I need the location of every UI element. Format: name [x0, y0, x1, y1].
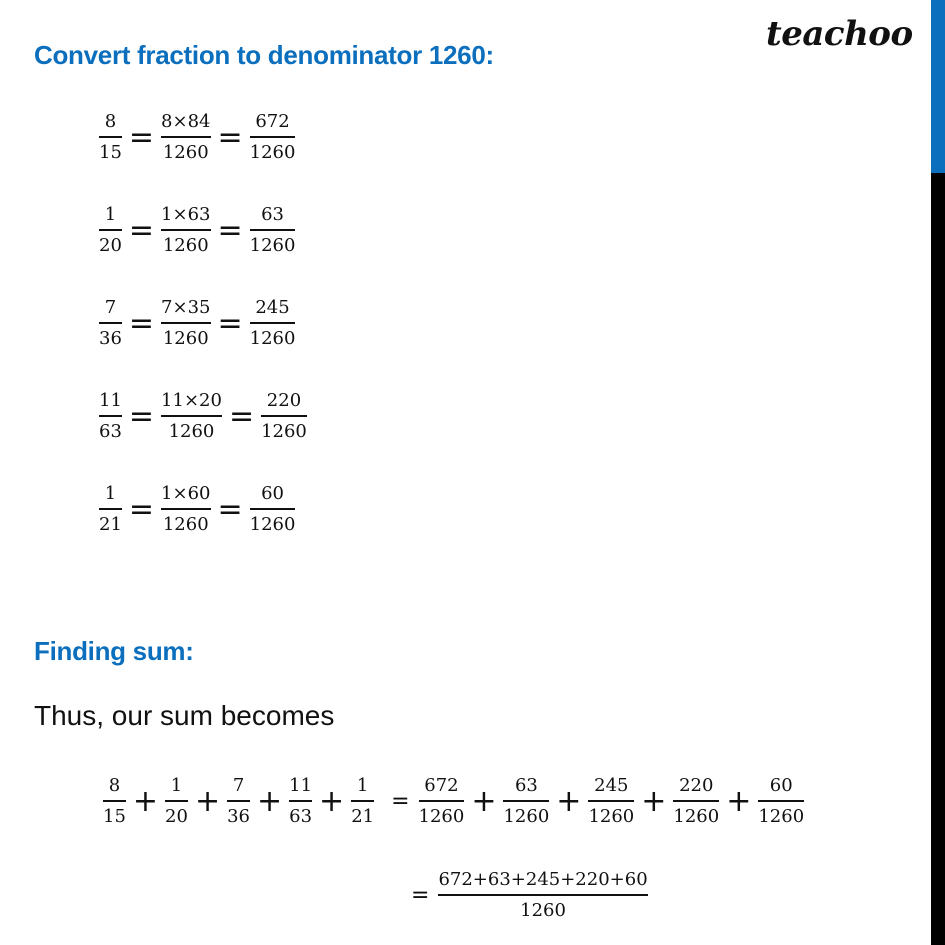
equals-sign: =	[217, 491, 243, 527]
fraction: $\frac{1}{21}$	[99, 483, 122, 535]
fraction: $\frac{63}{1260}$	[503, 775, 550, 827]
fraction: $\frac{672}{1260}$	[249, 111, 296, 163]
section-heading-sum: Finding sum:	[34, 636, 194, 666]
fraction: $\frac{220}{1260}$	[673, 775, 720, 827]
plus-sign: +	[726, 783, 752, 819]
equals-sign: =	[391, 789, 410, 814]
plus-sign: +	[641, 783, 667, 819]
fraction: $\frac{1\times 63}{1260}$	[161, 204, 211, 256]
fraction: $\frac{220}{1260}$	[261, 390, 307, 442]
side-bar-accent	[931, 0, 945, 173]
sum-equation-line	[100, 777, 807, 826]
plus-sign: +	[194, 783, 221, 819]
fraction: $\frac{1}{21}$	[351, 775, 375, 827]
conversion-row	[96, 206, 298, 255]
equals-sign: =	[217, 119, 243, 155]
side-bar-dark	[931, 173, 945, 945]
equals-sign: =	[411, 883, 430, 908]
fraction: $\frac{245}{1260}$	[249, 297, 296, 349]
fraction: $\frac{11}{63}$	[99, 390, 122, 442]
intro-text: Thus, our sum becomes	[34, 700, 335, 731]
fraction: $\frac{7}{36}$	[227, 775, 250, 827]
fraction: $\frac{8}{15}$	[103, 775, 126, 827]
section-heading-convert: Convert fraction to denominator 1260:	[34, 40, 494, 70]
equals-sign: =	[128, 305, 155, 341]
equals-sign: =	[128, 119, 155, 155]
combined-fraction: $\frac{672+63+245+220+60}{1260}$	[438, 869, 648, 921]
plus-sign: +	[471, 783, 497, 819]
fraction: $\frac{245}{1260}$	[588, 775, 635, 827]
fraction: $\frac{63}{1260}$	[249, 204, 296, 256]
fraction: $\frac{8}{15}$	[99, 111, 122, 163]
fraction: $\frac{60}{1260}$	[758, 775, 805, 827]
conversion-row	[96, 392, 310, 441]
equals-sign: =	[128, 398, 155, 434]
fraction: $\frac{7}{36}$	[99, 297, 122, 349]
fraction: $\frac{60}{1260}$	[249, 483, 296, 535]
equals-sign: =	[217, 212, 243, 248]
fraction: $\frac{11}{63}$	[289, 775, 313, 827]
fraction: $\frac{1}{20}$	[165, 775, 188, 827]
combined-equation-line	[405, 871, 651, 920]
fraction: $\frac{8\times 84}{1260}$	[161, 111, 211, 163]
fraction: $\frac{11\times 20}{1260}$	[161, 390, 222, 442]
fraction: $\frac{7\times 35}{1260}$	[161, 297, 211, 349]
fraction: $\frac{1}{20}$	[99, 204, 122, 256]
fraction: $\frac{672}{1260}$	[418, 775, 465, 827]
plus-sign: +	[319, 783, 345, 819]
plus-sign: +	[132, 783, 159, 819]
fraction: $\frac{1\times 60}{1260}$	[161, 483, 211, 535]
conversion-row	[96, 485, 298, 534]
equals-sign: =	[128, 491, 155, 527]
teachoo-logo: teachoo	[766, 14, 913, 54]
conversion-row	[96, 299, 298, 348]
plus-sign: +	[257, 783, 283, 819]
equals-sign: =	[217, 305, 243, 341]
equals-sign: =	[128, 212, 155, 248]
plus-sign: +	[556, 783, 582, 819]
conversion-row	[96, 113, 298, 162]
equals-sign: =	[228, 398, 255, 434]
